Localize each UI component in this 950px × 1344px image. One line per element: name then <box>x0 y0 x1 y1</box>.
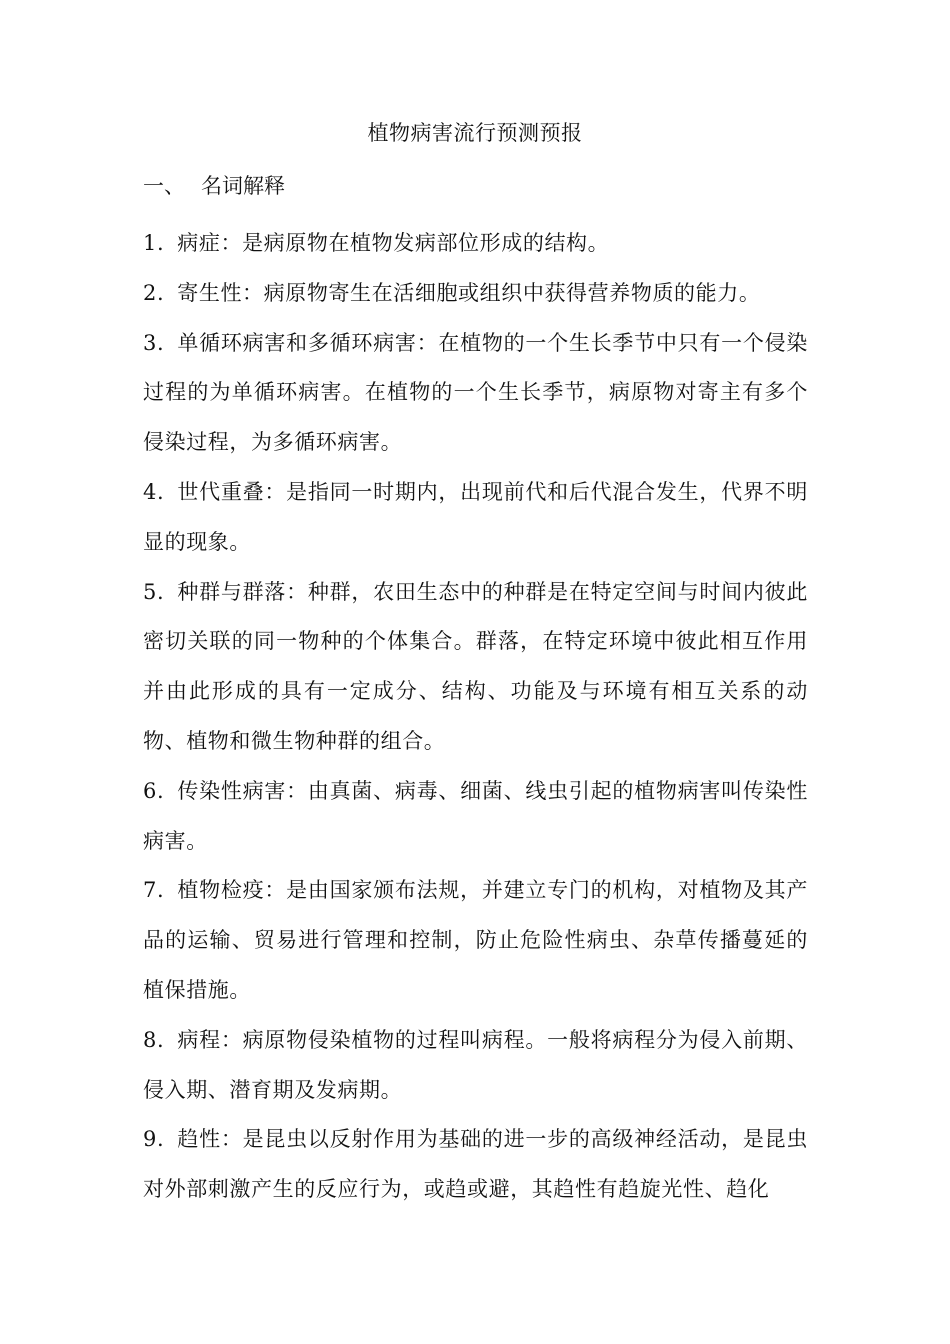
definition-item <box>143 568 808 767</box>
page-title: 植物病害流行预测预报 <box>367 121 583 145</box>
item-text: 病原物寄生在活细胞或组织中获得营养物质的能力。 <box>263 280 761 305</box>
section-number: 一、 <box>143 174 185 198</box>
definition-item <box>143 219 808 269</box>
item-term: 种群与群落： <box>177 579 308 604</box>
item-number: 5. <box>143 579 165 604</box>
item-text: 是由国家颁布法规，并建立专门的机构，对植物及其产品的运输、贸易进行管理和控制，防止危险性病虫、杂草传播蔓延的植保措施。 <box>143 878 808 1002</box>
section-heading-text: 名词解释 <box>201 174 285 198</box>
item-text: 是病原物在植物发病部位形成的结构。 <box>242 231 610 255</box>
item-text: 由真菌、病毒、细菌、线虫引起的植物病害叫传染性病害。 <box>143 778 808 853</box>
item-term: 病症： <box>177 231 243 255</box>
item-number: 9. <box>143 1127 165 1152</box>
item-text: 病原物侵染植物的过程叫病程。一般将病程分为侵入前期、侵入期、潜育期及发病期。 <box>143 1027 808 1102</box>
definition-list <box>143 219 808 1215</box>
item-term: 单循环病害和多循环病害： <box>177 330 439 355</box>
section-heading <box>143 170 285 202</box>
item-text: 在植物的一个生长季节中只有一个侵染过程的为单循环病害。在植物的一个生长季节，病原物对寄主有多个侵染过程，为多循环病害。 <box>143 330 809 455</box>
item-number: 7. <box>143 878 165 903</box>
definition-item <box>143 468 808 568</box>
item-text: 是指同一时期内，出现前代和后代混合发生，代界不明显的现象。 <box>143 479 808 554</box>
item-number: 3. <box>143 330 165 355</box>
item-number: 8. <box>143 1027 165 1052</box>
item-term: 寄生性： <box>177 280 264 305</box>
definition-item <box>143 866 808 1015</box>
item-number: 4. <box>143 479 165 504</box>
definition-item <box>143 1115 808 1215</box>
item-term: 植物检疫： <box>177 878 287 903</box>
item-term: 世代重叠： <box>177 479 287 504</box>
item-number: 2. <box>143 280 165 305</box>
definition-item <box>143 1016 808 1116</box>
definition-item <box>143 767 808 867</box>
definition-item <box>143 319 808 468</box>
item-term: 传染性病害： <box>177 778 308 803</box>
item-number: 6. <box>143 778 165 803</box>
item-term: 趋性： <box>177 1127 243 1152</box>
definition-item <box>143 269 808 319</box>
item-term: 病程： <box>177 1027 243 1052</box>
item-number: 1. <box>143 231 165 255</box>
item-text: 是昆虫以反射作用为基础的进一步的高级神经活动，是昆虫对外部刺激产生的反应行为，或趋或避，其趋性有趋旋光性、趋化 <box>143 1127 808 1202</box>
item-text: 种群，农田生态中的种群是在特定空间与时间内彼此密切关联的同一物种的个体集合。群落，在特定环境中彼此相互作用并由此形成的具有一定成分、结构、功能及与环境有相互关系的动物、植物和微生物种群的组合。 <box>143 579 808 753</box>
